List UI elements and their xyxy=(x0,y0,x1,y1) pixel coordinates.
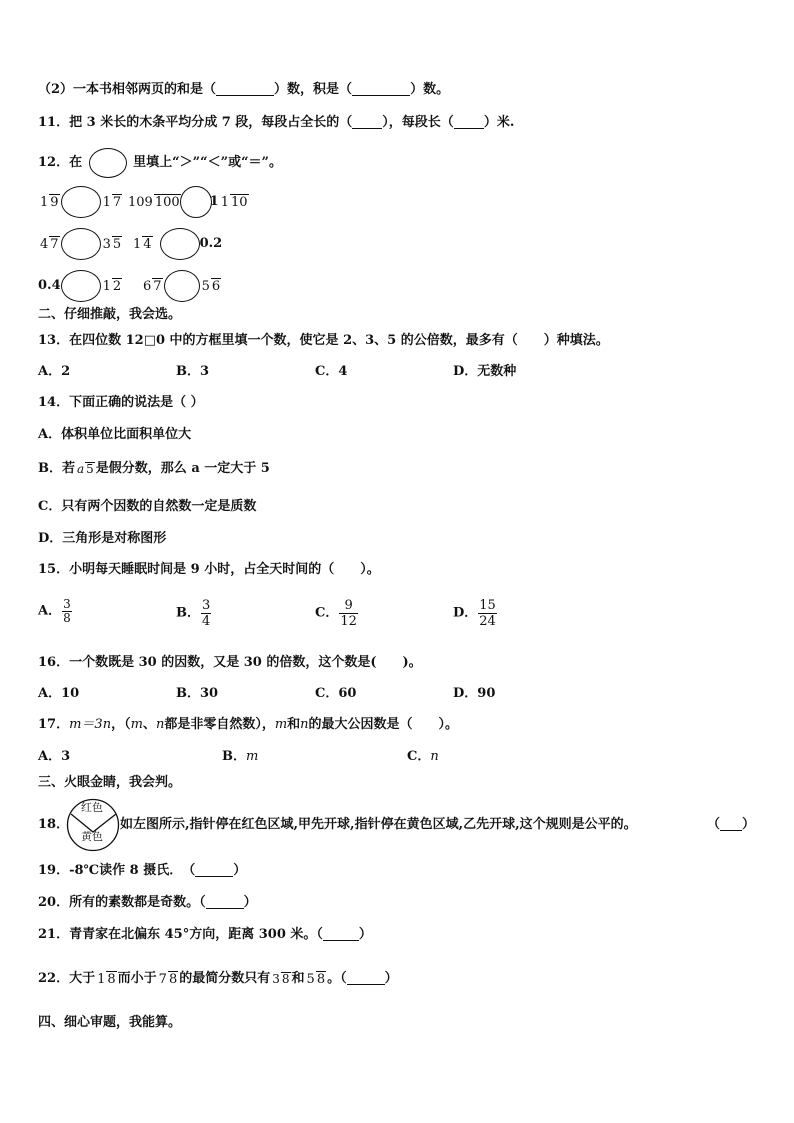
question-10-2: （2）一本书相邻两页的和是（ ）数，积是（ ）数。 xyxy=(38,82,450,97)
option-b[interactable]: B．3 xyxy=(176,364,210,379)
spinner-label-yellow: 黄色 xyxy=(81,830,103,843)
fraction: $\frac{3}{4}$ xyxy=(202,598,211,629)
answer-blank[interactable] xyxy=(720,819,742,831)
answer-blank[interactable] xyxy=(195,865,233,877)
question-15: 15．小明每天睡眠时间是 9 小时，占全天时间的（ ）。 xyxy=(38,562,380,577)
question-21: 21．青青家在北偏东 45°方向，距离 300 米。（ ） xyxy=(38,927,372,942)
option-a[interactable]: A．10 xyxy=(38,686,80,701)
fraction: 1 2 xyxy=(102,278,122,294)
compare-row-2 xyxy=(38,228,123,260)
compare-row-1 xyxy=(38,186,123,218)
compare-circle-input[interactable] xyxy=(61,186,101,218)
answer-blank[interactable] xyxy=(352,84,410,96)
fraction: 1 7 xyxy=(102,194,122,210)
compare-row-2b: 1 4 0.2 xyxy=(131,228,222,260)
option-b[interactable]: B．30 xyxy=(176,686,219,701)
option-c[interactable]: C．4 xyxy=(315,364,348,379)
fraction: 6 7 xyxy=(143,278,162,294)
option-a[interactable]: A．2 xyxy=(38,364,71,379)
compare-circle-input[interactable] xyxy=(164,270,200,302)
question-22: 22．大于 1 8 而小于 7 8 的最简分数只有 3 8 和 5 8 。（ ） xyxy=(38,971,398,987)
compare-circle-input[interactable] xyxy=(180,186,212,218)
option-d[interactable]: D． $\frac{15}{24}$ xyxy=(453,598,496,629)
question-17: 17．m＝3n，（m、n都是非零自然数），m和n的最大公因数是（ ）。 xyxy=(38,717,459,732)
compare-circle-input[interactable] xyxy=(61,228,101,260)
option-b[interactable]: B． $\frac{3}{4}$ xyxy=(176,598,211,629)
answer-blank[interactable] xyxy=(323,929,359,941)
answer-bracket: （ ） xyxy=(707,817,756,832)
fraction: 5 8 xyxy=(306,971,326,987)
question-12: 12．在 里填上“＞”“＜”或“＝”。 xyxy=(38,148,282,178)
answer-blank[interactable] xyxy=(216,84,274,96)
fraction: 3 8 xyxy=(272,971,290,986)
answer-blank[interactable] xyxy=(352,117,382,129)
question-11: 11．把 3 米长的木条平均分成 7 段，每段占全长的（ ），每段长（ ）米. xyxy=(38,115,515,130)
fraction: 1 10 xyxy=(220,194,248,210)
fraction: 109 100 xyxy=(128,194,180,210)
option-c[interactable]: C．60 xyxy=(315,686,357,701)
compare-row-3: 0.4 1 2 xyxy=(38,270,123,302)
question-16: 16．一个数既是 30 的因数，又是 30 的倍数，这个数是( )。 xyxy=(38,655,422,670)
compare-row-3b xyxy=(141,270,222,302)
option-c[interactable]: C． $\frac{9}{12}$ xyxy=(315,598,357,629)
question-20: 20．所有的素数都是奇数。（ ） xyxy=(38,895,257,910)
question-19: 19．-8℃读作 8 摄氏． （ ） xyxy=(38,863,247,878)
compare-row-1b: 109 100 1 1 10 xyxy=(126,186,250,218)
fraction: 1 8 xyxy=(97,971,116,987)
section-heading: 二、仔细推敲，我会选。 xyxy=(38,307,182,322)
option-d[interactable]: D．三角形是对称图形 xyxy=(38,531,167,546)
question-18-number: 18． xyxy=(38,817,70,832)
fraction: 7 8 xyxy=(158,971,178,987)
fraction: 3 5 xyxy=(102,236,122,252)
compare-circle-icon xyxy=(89,148,127,178)
spinner-label-red: 红色 xyxy=(81,801,103,814)
option-a[interactable]: A．体积单位比面积单位大 xyxy=(38,427,192,442)
fraction: 1 4 xyxy=(133,236,152,252)
option-d[interactable]: D．90 xyxy=(453,686,496,701)
answer-blank[interactable] xyxy=(347,973,385,985)
option-c[interactable]: C．n xyxy=(407,749,439,764)
fraction: 5 6 xyxy=(201,278,221,294)
question-18: 如左图所示,指针停在红色区域,甲先开球,指针停在黄色区域,乙先开球,这个规则是公平的。 xyxy=(120,817,637,832)
fraction: 1 9 xyxy=(40,194,59,210)
compare-circle-input[interactable] xyxy=(61,270,101,302)
option-a[interactable]: A．3 xyxy=(38,749,71,764)
section-heading: 三、火眼金睛，我会判。 xyxy=(38,775,182,790)
answer-blank[interactable] xyxy=(454,117,484,129)
question-13: 13．在四位数 12□0 中的方框里填一个数，使它是 2、3、5 的公倍数，最多有（ ）种填法。 xyxy=(38,333,609,348)
answer-blank[interactable] xyxy=(206,897,244,909)
fraction: $\frac{15}{24}$ xyxy=(479,598,496,629)
option-b[interactable]: B．若 a 5 是假分数，那么 a 一定大于 5 xyxy=(38,461,270,476)
section-heading: 四、细心审题，我能算。 xyxy=(38,1015,182,1030)
compare-circle-input[interactable] xyxy=(160,228,200,260)
spinner-diagram xyxy=(66,798,120,852)
option-d[interactable]: D．无数种 xyxy=(453,364,517,379)
fraction: 4 7 xyxy=(40,236,59,252)
fraction: a 5 xyxy=(77,461,94,476)
option-a[interactable]: A． $\frac{3}{8}$ xyxy=(38,597,71,625)
fraction: $\frac{3}{8}$ xyxy=(63,597,71,625)
question-14: 14．下面正确的说法是（ ） xyxy=(38,395,204,410)
option-b[interactable]: B．m xyxy=(222,749,259,764)
option-c[interactable]: C．只有两个因数的自然数一定是质数 xyxy=(38,499,257,514)
fraction: $\frac{9}{12}$ xyxy=(340,598,357,629)
